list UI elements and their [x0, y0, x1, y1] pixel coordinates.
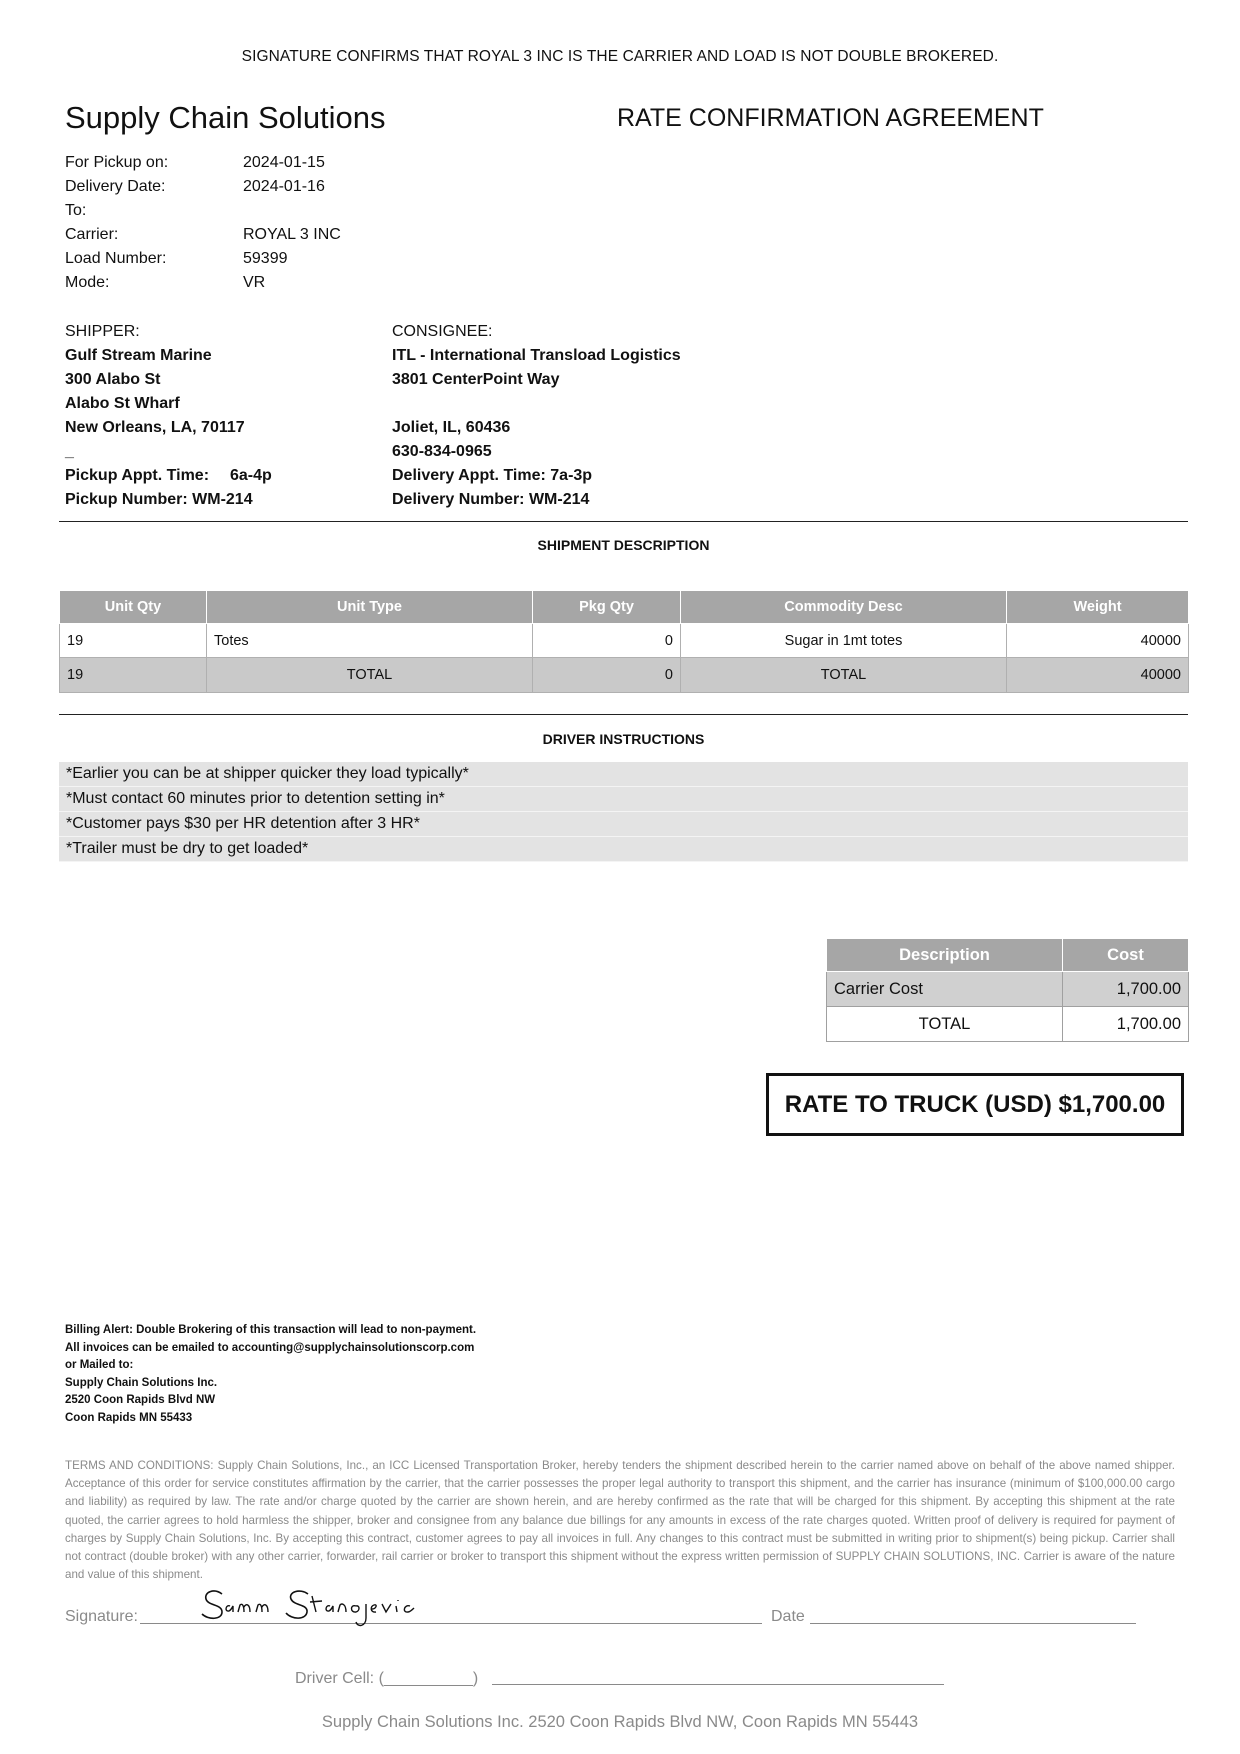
total-label: TOTAL — [681, 658, 1007, 693]
date-label: Date — [771, 1608, 805, 1625]
cost-line-row — [827, 972, 1189, 1007]
consignee-block — [392, 320, 852, 512]
shipment-header-row — [60, 591, 1189, 624]
shipper-address-1: 300 Alabo St — [65, 371, 161, 388]
terms-and-conditions: TERMS AND CONDITIONS: Supply Chain Solutions, Inc., an ICC Licensed Transportation Broker, hereby tenders the shipment described herein to the carrier named above on behalf of the above named shipper. Acceptance of this order for service constitutes affirmation by the carrier, that the carrier possesses the proper legal authority to transport this shipment, and the carrier has insurance (minimum of $100,000.00 cargo and liability) as required by law. The rate and/or charge quoted by the carrier are shown herein, and are hereby confirmed as the rate that will be charged for this shipment. By accepting this shipment at the rate quoted, the carrier agrees to hold harmless the shipper, broker and consignee from any balance due billings for any amounts in excess of the rate charges quoted. Written proof of delivery is required for payment of charges by Supply Chain Solutions, Inc. By accepting this contract, customer agrees to pay all invoices in full. Any changes to this contract must be submitted in writing prior to shipment(s) being pickup. Carrier shall not contract (double broker) with any other carrier, forwarder, rail carrier or broker to transport this shipment without the express written permission of SUPPLY CHAIN SOLUTIONS, INC. Carrier is aware of the nature and value of this shipment. — [65, 1459, 1175, 1582]
col-unit-type: Unit Type — [207, 591, 533, 624]
total-unit-qty: 19 — [60, 658, 207, 693]
pickup-date: 2024-01-15 — [243, 154, 325, 171]
detail-row-to — [65, 202, 341, 226]
signature-label: Signature: — [65, 1608, 138, 1625]
shipper-city: New Orleans, LA, 70117 — [65, 419, 245, 436]
driver-cell-label: Driver Cell: (__________) — [295, 1670, 479, 1687]
consignee-heading: CONSIGNEE: — [392, 323, 493, 340]
col-weight: Weight — [1007, 591, 1189, 624]
detail-label: Delivery Date: — [65, 178, 166, 195]
load-details — [65, 154, 341, 298]
document-title: RATE CONFIRMATION AGREEMENT — [617, 104, 1044, 132]
driver-instructions-title: DRIVER INSTRUCTIONS — [542, 731, 705, 747]
detail-label: Load Number: — [65, 250, 167, 267]
pkg-qty-cell: 0 — [533, 624, 681, 658]
rate-to-truck: RATE TO TRUCK (USD) $1,700.00 — [766, 1073, 1184, 1136]
col-cost: Cost — [1063, 939, 1189, 972]
weight-cell: 40000 — [1007, 624, 1189, 658]
billing-line: Billing Alert: Double Brokering of this transaction will lead to non-payment. — [65, 1324, 477, 1336]
billing-line: Supply Chain Solutions Inc. — [65, 1376, 218, 1389]
shipper-heading: SHIPPER: — [65, 323, 140, 340]
billing-line: or Mailed to: — [65, 1359, 134, 1372]
divider — [59, 714, 1188, 715]
cost-total-label: TOTAL — [827, 1007, 1063, 1042]
detail-row-mode — [65, 274, 341, 298]
col-unit-qty: Unit Qty — [60, 591, 207, 624]
company-name: Supply Chain Solutions — [65, 100, 386, 135]
pickup-appt-label: Pickup Appt. Time: — [65, 467, 210, 484]
total-label: TOTAL — [207, 658, 533, 693]
consignee-name: ITL - International Transload Logistics — [392, 347, 681, 364]
driver-cell-line[interactable] — [492, 1684, 944, 1685]
col-description: Description — [827, 939, 1063, 972]
shipment-description-title: SHIPMENT DESCRIPTION — [537, 537, 710, 553]
col-pkg-qty: Pkg Qty — [533, 591, 681, 624]
load-number: 59399 — [243, 250, 288, 267]
shipper-name: Gulf Stream Marine — [65, 347, 212, 364]
instruction-line: *Customer pays $30 per HR detention after 3 HR* — [59, 812, 1188, 837]
table-total-row — [60, 658, 1189, 693]
detail-label: For Pickup on: — [65, 154, 169, 171]
consignee-address-1: 3801 CenterPoint Way — [392, 371, 560, 388]
unit-qty-cell: 19 — [60, 624, 207, 658]
detail-label: Mode: — [65, 274, 110, 291]
detail-label: Carrier: — [65, 226, 119, 243]
cost-total-row — [827, 1007, 1189, 1042]
driver-instructions — [59, 762, 1188, 862]
billing-line: 2520 Coon Rapids Blvd NW — [65, 1394, 216, 1407]
billing-line: All invoices can be emailed to accounting@supplychainsolutionscorp.com — [65, 1341, 475, 1354]
consignee-address-2 — [392, 392, 852, 416]
shipment-table — [59, 590, 1189, 693]
detail-row-load-number — [65, 250, 341, 274]
carrier-name: ROYAL 3 INC — [243, 226, 341, 243]
instruction-line: *Trailer must be dry to get loaded* — [59, 837, 1188, 862]
unit-type-cell: Totes — [207, 624, 533, 658]
billing-alert — [65, 1322, 476, 1428]
total-weight: 40000 — [1007, 658, 1189, 693]
billing-line: Coon Rapids MN 55433 — [65, 1411, 193, 1424]
shipper-phone: _ — [65, 443, 74, 460]
carrier-notice: SIGNATURE CONFIRMS THAT ROYAL 3 INC IS THE CARRIER AND LOAD IS NOT DOUBLE BROKERED. — [241, 48, 999, 65]
mode-value: VR — [243, 274, 266, 291]
date-line[interactable] — [810, 1623, 1136, 1624]
detail-row-carrier — [65, 226, 341, 250]
pickup-number: Pickup Number: WM-214 — [65, 491, 253, 508]
consignee-city: Joliet, IL, 60436 — [392, 419, 511, 436]
cost-total-amount: 1,700.00 — [1063, 1007, 1189, 1042]
footer-address: Supply Chain Solutions Inc. 2520 Coon Rapids Blvd NW, Coon Rapids MN 55443 — [321, 1713, 919, 1731]
detail-row-pickup — [65, 154, 341, 178]
commodity-cell: Sugar in 1mt totes — [681, 624, 1007, 658]
consignee-phone: 630-834-0965 — [392, 443, 492, 460]
col-commodity-desc: Commodity Desc — [681, 591, 1007, 624]
pickup-appt-value: 6a-4p — [230, 467, 272, 484]
divider — [59, 521, 1188, 522]
cost-header-row — [827, 939, 1189, 972]
detail-row-delivery — [65, 178, 341, 202]
detail-label: To: — [65, 202, 87, 219]
total-pkg-qty: 0 — [533, 658, 681, 693]
delivery-date: 2024-01-16 — [243, 178, 325, 195]
shipper-block — [65, 320, 385, 512]
instruction-line: *Earlier you can be at shipper quicker they load typically* — [59, 762, 1188, 787]
cost-line-amount: 1,700.00 — [1063, 972, 1189, 1007]
instruction-line: *Must contact 60 minutes prior to detention setting in* — [59, 787, 1188, 812]
table-row — [60, 624, 1189, 658]
shipper-address-2: Alabo St Wharf — [65, 395, 180, 412]
delivery-appointment: Delivery Appt. Time: 7a-3p — [392, 467, 593, 484]
cost-line-desc: Carrier Cost — [827, 972, 1063, 1007]
delivery-number: Delivery Number: WM-214 — [392, 491, 590, 508]
cost-table — [826, 938, 1189, 1042]
handwritten-signature — [200, 1582, 500, 1630]
pickup-appointment — [65, 464, 385, 488]
